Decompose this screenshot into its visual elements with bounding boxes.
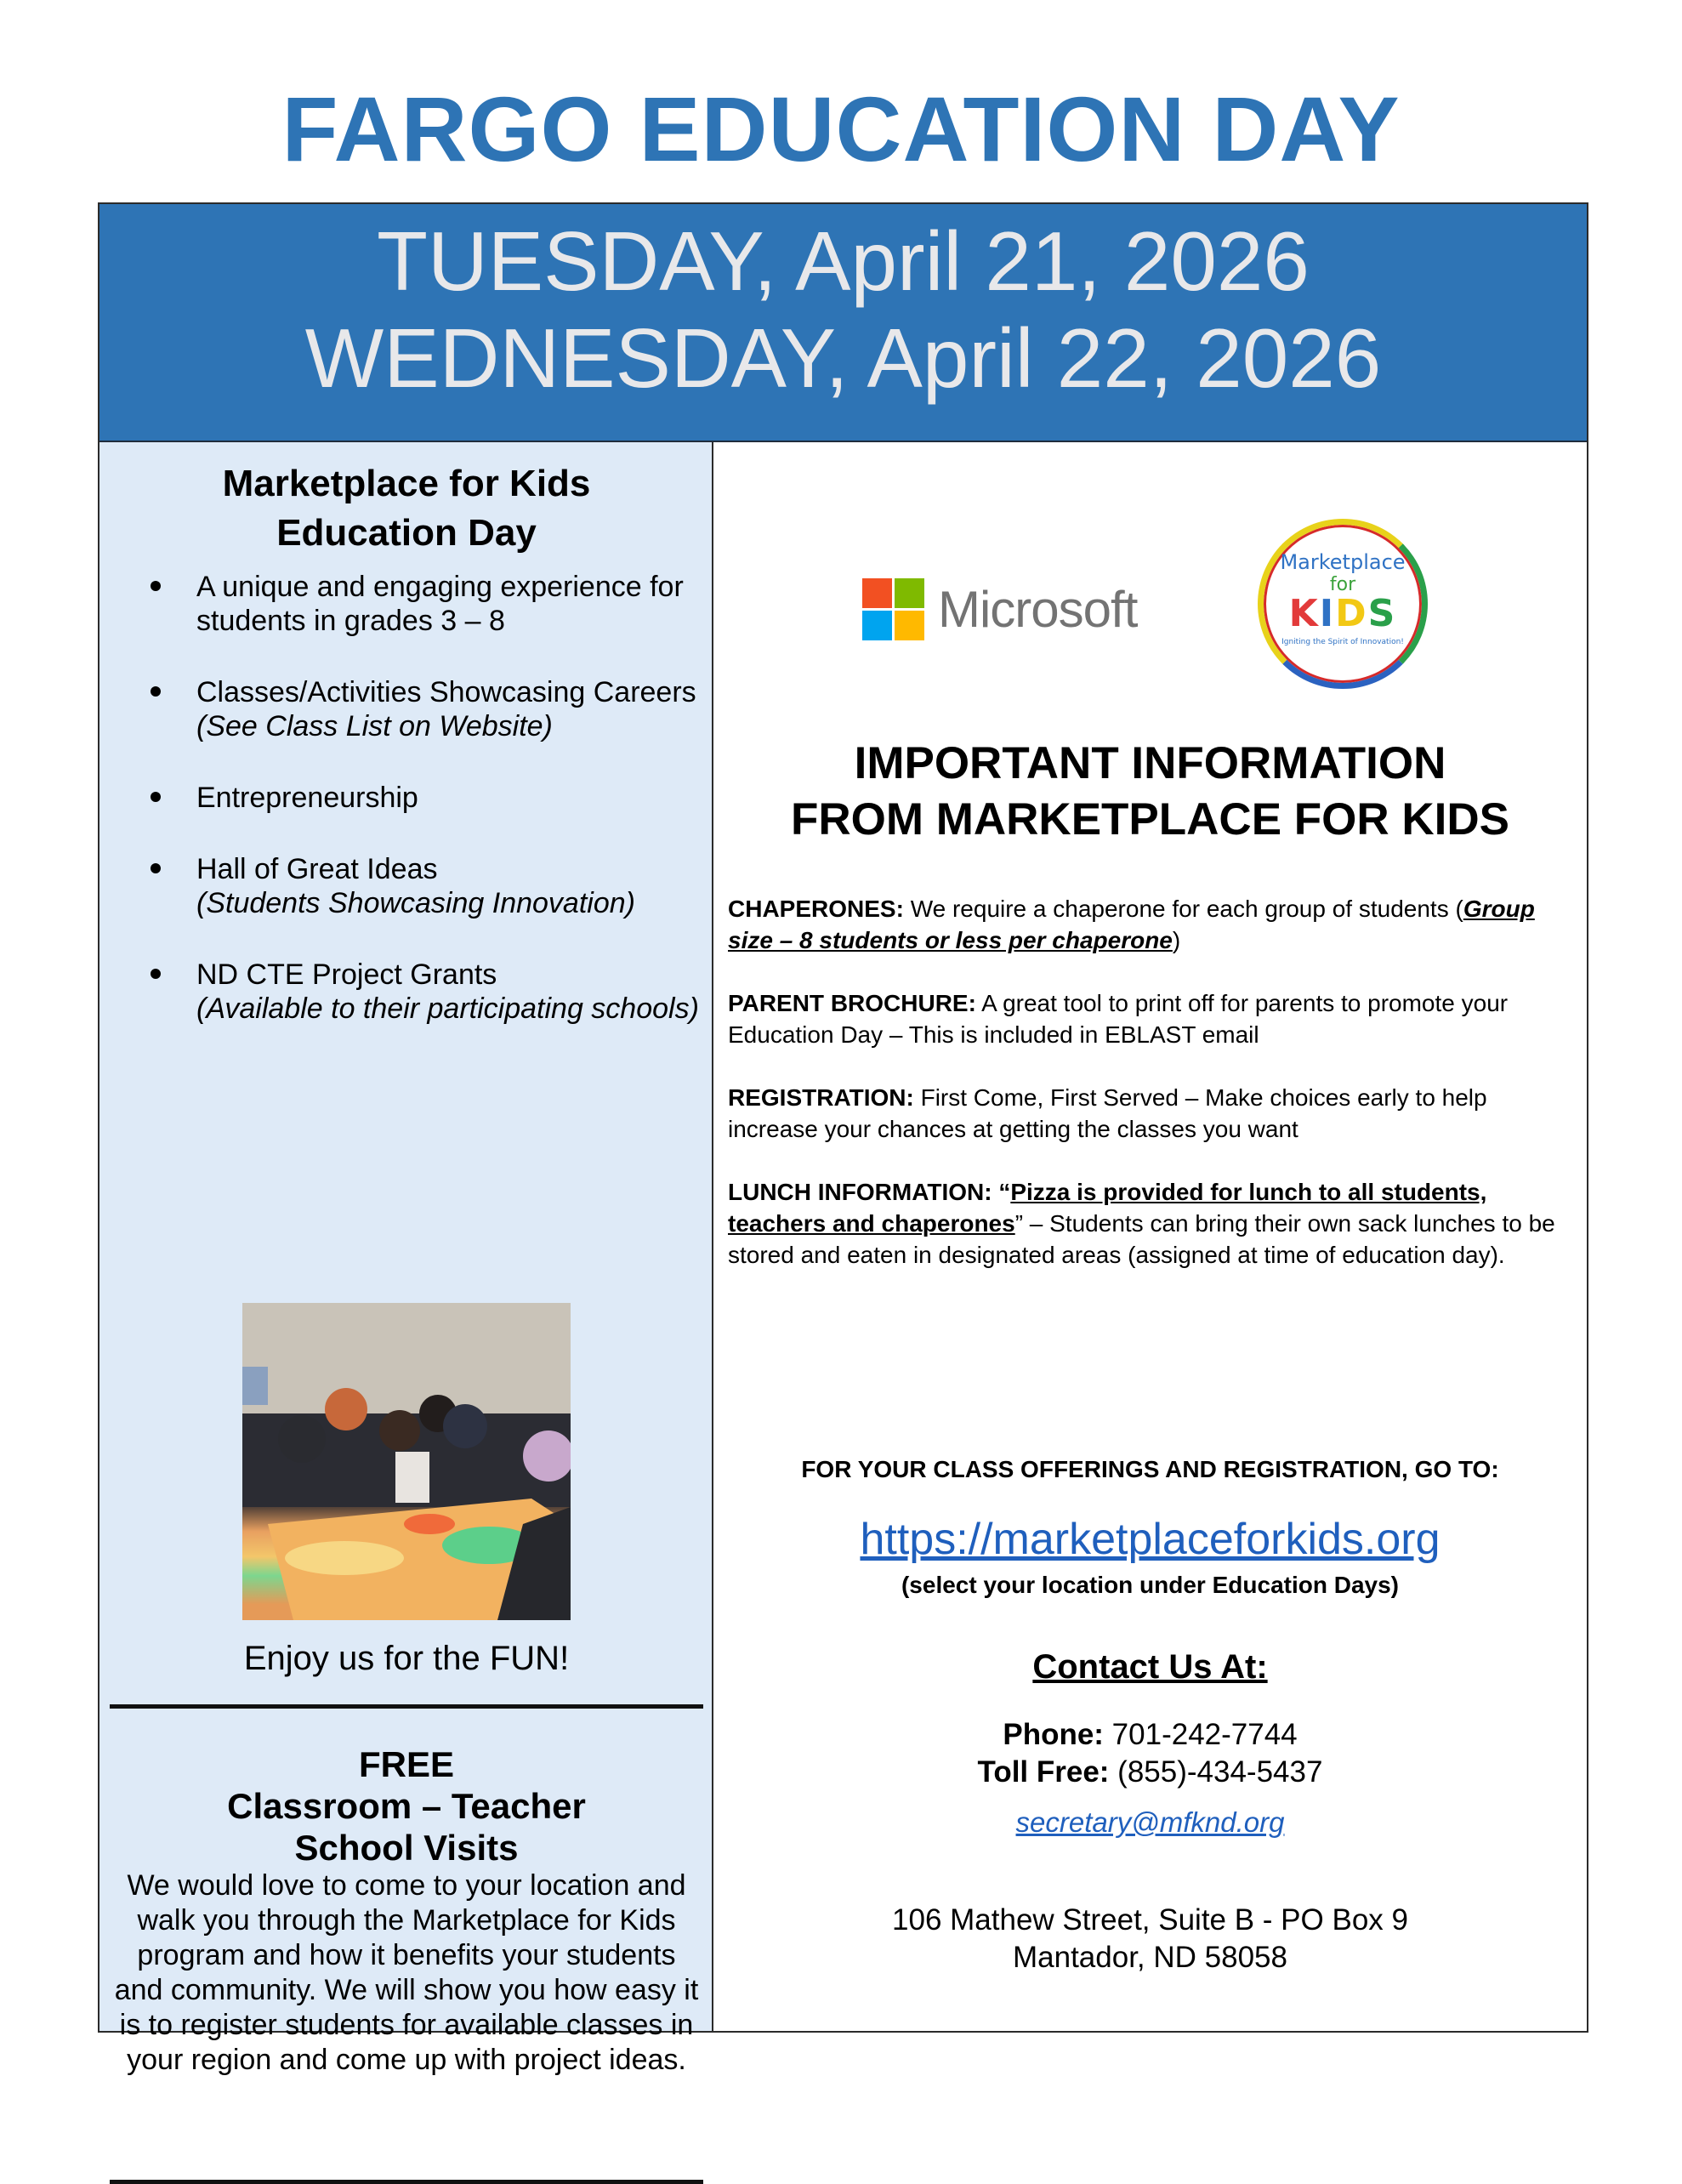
list-item bbox=[99, 958, 713, 1026]
logo-letter: S bbox=[1367, 592, 1397, 635]
bullet-icon bbox=[151, 686, 161, 697]
info-emphasis: Pizza is provided for lunch to all students, teachers and chaperones bbox=[728, 1179, 1487, 1237]
info-chaperones bbox=[728, 893, 1575, 956]
flyer-frame bbox=[98, 202, 1588, 2076]
phone-label: Phone: bbox=[1003, 1718, 1104, 1751]
left-heading-line-2: Education Day bbox=[276, 512, 537, 554]
bullet-text: ND CTE Project Grants bbox=[196, 958, 497, 991]
bullet-text: Entrepreneurship bbox=[196, 782, 418, 814]
info-heading-line-1: IMPORTANT INFORMATION bbox=[854, 738, 1446, 788]
free-title: FREE bbox=[358, 1744, 454, 1784]
info-text: ” – Students can bring their own sack lunches to be stored and eaten in designated areas (assigned at time of education day). bbox=[728, 1210, 1555, 1268]
info-text: A great tool to print off for parents to promote your Education Day – This is included in EBLAST email bbox=[728, 990, 1509, 1048]
right-column bbox=[713, 442, 1587, 2031]
info-label: LUNCH INFORMATION: bbox=[728, 1179, 992, 1205]
list-item bbox=[99, 852, 713, 920]
marketplace-for-kids-logo bbox=[1258, 519, 1428, 689]
list-item bbox=[99, 781, 713, 815]
microsoft-wordmark: Microsoft bbox=[938, 581, 1138, 638]
divider bbox=[110, 1704, 703, 1709]
info-heading-line-2: FROM MARKETPLACE FOR KIDS bbox=[790, 794, 1510, 845]
fun-tagline: Enjoy us for the FUN! bbox=[243, 1640, 570, 1677]
phone-line bbox=[713, 1716, 1587, 1754]
students-photo bbox=[242, 1303, 571, 1620]
website-link[interactable]: https://marketplaceforkids.org bbox=[860, 1515, 1440, 1564]
free-subtitle: Classroom – Teacher bbox=[227, 1786, 586, 1826]
event-date-1: TUESDAY, April 21, 2026 bbox=[377, 214, 1310, 308]
microsoft-windows-icon bbox=[862, 578, 924, 640]
bullet-icon bbox=[151, 581, 161, 591]
logo-tagline: Igniting the Spirit of Innovation! bbox=[1281, 638, 1404, 646]
info-parent-brochure bbox=[728, 987, 1575, 1050]
left-column bbox=[99, 442, 713, 2076]
logo-letter: D bbox=[1335, 592, 1368, 635]
logo-text-kids bbox=[1264, 592, 1422, 635]
mailing-address bbox=[713, 1902, 1587, 1976]
info-lunch bbox=[728, 1176, 1575, 1271]
info-text: First Come, First Served – Make choices early to help increase your chances at getting the classes you want bbox=[728, 1084, 1487, 1142]
event-date-2: WEDNESDAY, April 22, 2026 bbox=[304, 311, 1382, 405]
info-list bbox=[728, 893, 1575, 1302]
info-emphasis: Group size – 8 students or less per chaperone bbox=[728, 896, 1535, 953]
tollfree-line bbox=[713, 1754, 1587, 1791]
bullet-note: (Students Showcasing Innovation) bbox=[196, 887, 635, 919]
bullet-icon bbox=[151, 969, 161, 979]
logo-letter: K bbox=[1288, 592, 1320, 635]
info-text: We require a chaperone for each group of students ( bbox=[903, 896, 1463, 922]
free-visits-description: We would love to come to your location and walk you through the Marketplace for Kids program and how it benefits your students and community. We will show you how easy it is to register students for available classes in your region and come up with project ideas. bbox=[114, 1869, 699, 2076]
address-line-2: Mantador, ND 58058 bbox=[1013, 1941, 1287, 1974]
address-line-1: 106 Mathew Street, Suite B - PO Box 9 bbox=[892, 1903, 1408, 1937]
info-text: “ bbox=[992, 1179, 1011, 1205]
microsoft-logo bbox=[862, 578, 1137, 640]
bullet-text: Hall of Great Ideas bbox=[196, 853, 438, 885]
list-item bbox=[99, 570, 713, 638]
page-title: FARGO EDUCATION DAY bbox=[281, 77, 1401, 180]
contact-heading: Contact Us At: bbox=[1032, 1648, 1268, 1686]
bullet-icon bbox=[151, 792, 161, 802]
list-item bbox=[99, 675, 713, 743]
photo-illustration bbox=[242, 1303, 571, 1620]
email-link[interactable]: secretary@mfknd.org bbox=[1015, 1806, 1285, 1838]
phone-number: 701-242-7744 bbox=[1103, 1718, 1298, 1751]
sponsor-logos bbox=[713, 468, 1587, 723]
feature-list bbox=[99, 570, 713, 1063]
info-label: REGISTRATION: bbox=[728, 1084, 914, 1111]
date-banner bbox=[99, 204, 1587, 442]
divider bbox=[110, 2180, 703, 2184]
important-info-heading bbox=[713, 736, 1587, 848]
logo-letter: I bbox=[1319, 592, 1336, 635]
bullet-text: A unique and engaging experience for students in grades 3 – 8 bbox=[196, 571, 684, 637]
info-registration bbox=[728, 1082, 1575, 1145]
tollfree-label: Toll Free: bbox=[977, 1755, 1110, 1789]
phone-block bbox=[713, 1716, 1587, 1791]
free-subtitle-2: School Visits bbox=[294, 1828, 519, 1868]
info-label: CHAPERONES: bbox=[728, 896, 904, 922]
bullet-note: (Available to their participating schools) bbox=[196, 992, 699, 1025]
info-text: ) bbox=[1172, 927, 1181, 953]
bullet-icon bbox=[151, 863, 161, 873]
bullet-text: Classes/Activities Showcasing Careers bbox=[196, 676, 696, 708]
bullet-note: (See Class List on Website) bbox=[196, 710, 553, 742]
website-note: (select your location under Education Days) bbox=[901, 1572, 1399, 1598]
tollfree-number: (855)-434-5437 bbox=[1109, 1755, 1323, 1789]
logo-text-for: for bbox=[1329, 574, 1356, 595]
free-visits-section bbox=[99, 1743, 713, 2078]
left-heading-line-1: Marketplace for Kids bbox=[222, 463, 591, 504]
logo-text-marketplace: Marketplace bbox=[1280, 550, 1406, 574]
registration-prompt: FOR YOUR CLASS OFFERINGS AND REGISTRATION, GO TO: bbox=[801, 1456, 1499, 1482]
info-label: PARENT BROCHURE: bbox=[728, 990, 976, 1016]
left-heading bbox=[99, 459, 713, 558]
